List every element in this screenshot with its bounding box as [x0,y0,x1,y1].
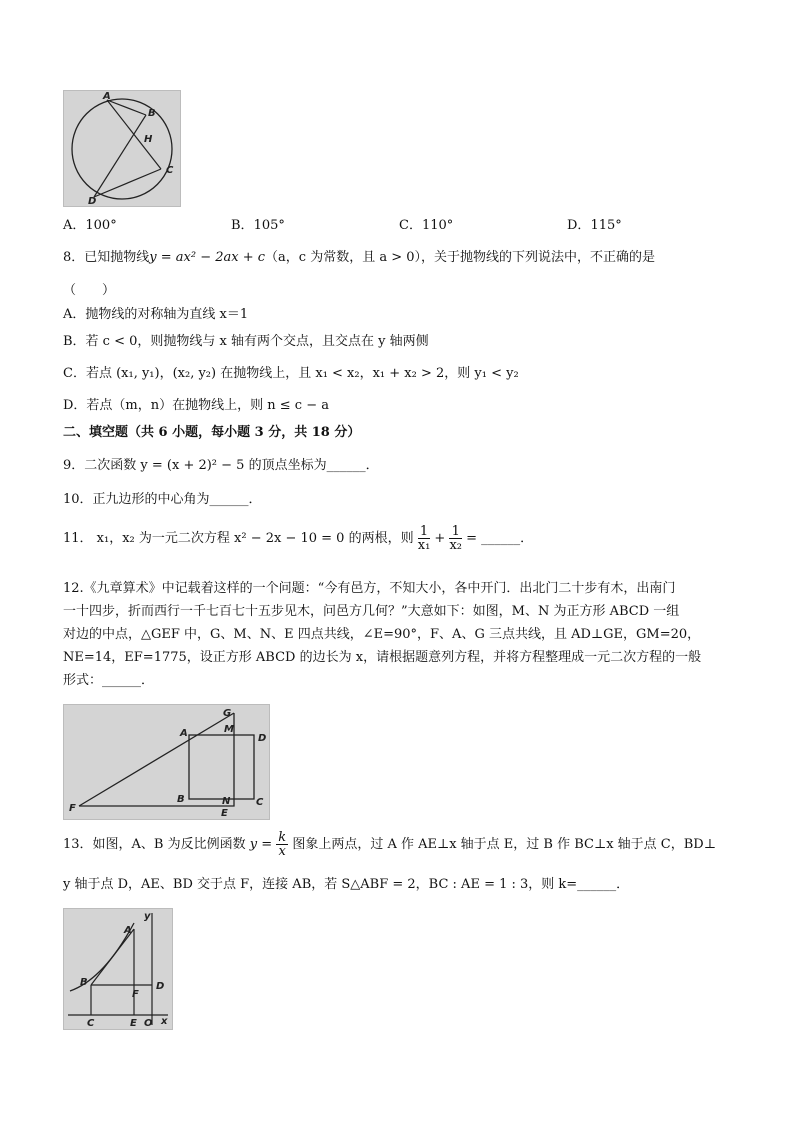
label-b: B [177,794,185,805]
label-h: H [144,134,153,145]
q8-paren: （ ） [63,283,116,298]
label-a: A [180,728,188,739]
square-triangle-figure [63,704,270,820]
label-n: N [222,796,231,807]
q8-option-d[interactable]: D．若点（m，n）在抛物线上，则 n ≤ c − a [63,398,329,413]
label-d: D [156,981,165,992]
q12-line-4: NE=14，EF=1775，设正方形 ABCD 的边长为 x，请根据题意列方程，并将方程整理成一元二次方程的一般 [63,650,702,665]
q13-stem: 13．如图，A、B 为反比例函数 y = $\frac{k}{x}$ 图象上两点，过 A 作 AE⊥x 轴于点 E，过 B 作 BC⊥x 轴于点 C，BD⊥ [63,830,716,859]
label-x: x [161,1016,168,1027]
q11-text: 11． x₁，x₂ 为一元二次方程 x² − 2x − 10 = 0 的两根，则 $\frac{1}{\text{x₁}}$ + $\frac{1}{\text{x₂}}$ = ______． [63,524,534,553]
label-c: C [256,797,264,808]
q13-fraction: $\frac{k}{x}$ [278,830,287,859]
q7-options [63,214,703,234]
label-c: C [166,165,174,176]
q12-line-5: 形式：______． [63,673,155,688]
q10-text: 10．正九边形的中心角为______． [63,492,262,507]
label-a: A [103,91,111,102]
q12-text [63,577,731,692]
q13-line-2: y 轴于点 D，AE、BD 交于点 F，连接 AB，若 S△ABF = 2，BC : AE = 1 : 3，则 k=______． [63,877,630,892]
q12-line-2: 一十四步，折而西行一千七百七十五步见木，问邑方几何？”大意如下：如图，M、N 为正方形 ABCD 一组 [63,604,680,619]
label-f: F [69,803,76,814]
label-d: D [258,733,267,744]
inverse-function-figure [63,908,173,1030]
q11-fraction-2: $\frac{1}{\text{x₂}}$ [449,524,463,553]
q8-option-b[interactable]: B．若 c < 0，则抛物线与 x 轴有两个交点，且交点在 y 轴两侧 [63,334,429,349]
q12-line-1: 12.《九章算术》中记载着这样的一个问题：“今有邑方，不知大小，各中开门．出北门二十步有木，出南门 [63,581,676,596]
q7-option-a[interactable]: A．100° [63,218,117,233]
label-e: E [130,1018,137,1029]
label-y: y [144,911,151,922]
label-m: M [224,724,234,735]
label-a: A [124,925,132,936]
circle-figure [63,90,181,207]
label-e: E [221,808,228,819]
q7-option-c[interactable]: C．110° [399,218,454,233]
q8-option-a[interactable]: A．抛物线的对称轴为直线 x＝1 [63,307,249,322]
label-d: D [88,196,97,206]
label-b: B [80,977,88,988]
q11-fraction-1: $\frac{1}{\text{x₁}}$ [417,524,431,553]
q8-option-c[interactable]: C．若点 (x₁, y₁)，(x₂, y₂) 在抛物线上，且 x₁ < x₂，x₁ + x₂ > 2，则 y₁ < y₂ [63,366,519,381]
q8-stem: 8．已知抛物线y = ax² − 2ax + c（a，c 为常数，且 a > 0），关于抛物线的下列说法中，不正确的是 [63,250,656,265]
label-b: B [148,108,156,119]
q9-text: 9．二次函数 y = (x + 2)² − 5 的顶点坐标为______． [63,458,379,473]
section-title: 二、填空题（共 6 小题，每小题 3 分，共 18 分） [63,425,361,440]
q7-option-b[interactable]: B．105° [231,218,285,233]
label-c: C [87,1018,95,1029]
q12-line-3: 对边的中点，△GEF 中，G、M、N、E 四点共线，∠E=90°，F、A、G 三点共线，且 AD⊥GE，GM=20， [63,627,701,642]
label-g: G [223,708,232,719]
label-f: F [132,989,139,1000]
label-o: O [144,1018,153,1029]
q7-option-d[interactable]: D．115° [567,218,622,233]
